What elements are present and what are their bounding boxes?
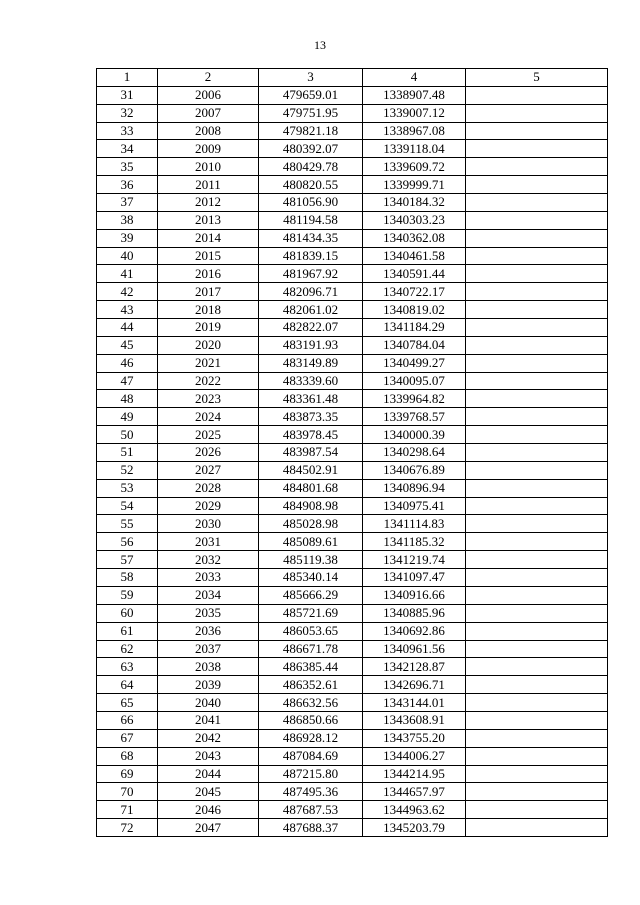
table-cell: 482822.07 xyxy=(259,319,363,337)
table-cell: 39 xyxy=(97,229,158,247)
table-cell: 480820.55 xyxy=(259,176,363,194)
table-cell: 1339007.12 xyxy=(363,104,466,122)
table-cell: 2036 xyxy=(158,622,259,640)
table-cell: 1340676.89 xyxy=(363,461,466,479)
table-cell: 2044 xyxy=(158,765,259,783)
table-cell: 1340975.41 xyxy=(363,497,466,515)
table-cell xyxy=(466,461,608,479)
table-cell: 31 xyxy=(97,86,158,104)
table-row xyxy=(97,140,608,158)
table-cell: 480429.78 xyxy=(259,158,363,176)
table-cell: 1344963.62 xyxy=(363,801,466,819)
table-cell: 61 xyxy=(97,622,158,640)
table-row xyxy=(97,390,608,408)
table-cell: 487215.80 xyxy=(259,765,363,783)
column-header: 4 xyxy=(363,69,466,87)
table-cell: 1344214.95 xyxy=(363,765,466,783)
table-cell: 55 xyxy=(97,515,158,533)
table-cell: 2034 xyxy=(158,586,259,604)
table-cell: 486352.61 xyxy=(259,676,363,694)
table-cell: 482061.02 xyxy=(259,301,363,319)
table-cell: 2026 xyxy=(158,444,259,462)
table-row xyxy=(97,122,608,140)
table-cell: 1342128.87 xyxy=(363,658,466,676)
table-cell: 2018 xyxy=(158,301,259,319)
table-cell xyxy=(466,765,608,783)
table-cell: 1342696.71 xyxy=(363,676,466,694)
table-body xyxy=(97,86,608,836)
table-row xyxy=(97,640,608,658)
table-row xyxy=(97,515,608,533)
table-cell: 487084.69 xyxy=(259,747,363,765)
table-cell xyxy=(466,604,608,622)
column-header: 5 xyxy=(466,69,608,87)
coordinates-table xyxy=(96,68,608,837)
table-cell: 43 xyxy=(97,301,158,319)
table-row xyxy=(97,801,608,819)
table-cell xyxy=(466,408,608,426)
table-cell: 484908.98 xyxy=(259,497,363,515)
table-cell xyxy=(466,586,608,604)
table-cell: 2040 xyxy=(158,694,259,712)
table-cell xyxy=(466,283,608,301)
table-cell: 44 xyxy=(97,319,158,337)
table-cell: 50 xyxy=(97,426,158,444)
table-cell: 485666.29 xyxy=(259,586,363,604)
table-row xyxy=(97,283,608,301)
table-cell: 487495.36 xyxy=(259,783,363,801)
table-cell: 482096.71 xyxy=(259,283,363,301)
table-cell: 486632.56 xyxy=(259,694,363,712)
table-cell: 2014 xyxy=(158,229,259,247)
table-cell: 1341185.32 xyxy=(363,533,466,551)
table-cell: 1339964.82 xyxy=(363,390,466,408)
table-cell: 485089.61 xyxy=(259,533,363,551)
table-cell: 2045 xyxy=(158,783,259,801)
table-row xyxy=(97,819,608,837)
table-row xyxy=(97,247,608,265)
table-cell: 479821.18 xyxy=(259,122,363,140)
table-cell: 486385.44 xyxy=(259,658,363,676)
table-row xyxy=(97,729,608,747)
table-cell: 72 xyxy=(97,819,158,837)
table-cell: 484801.68 xyxy=(259,479,363,497)
table-row xyxy=(97,354,608,372)
table-cell: 2027 xyxy=(158,461,259,479)
table-cell: 485028.98 xyxy=(259,515,363,533)
table-cell: 2047 xyxy=(158,819,259,837)
table-cell: 71 xyxy=(97,801,158,819)
table-cell: 1345203.79 xyxy=(363,819,466,837)
table-cell: 2028 xyxy=(158,479,259,497)
table-cell: 1340000.39 xyxy=(363,426,466,444)
column-header: 1 xyxy=(97,69,158,87)
table-cell: 1344657.97 xyxy=(363,783,466,801)
table-cell xyxy=(466,783,608,801)
table-row xyxy=(97,622,608,640)
table-row xyxy=(97,586,608,604)
table-cell xyxy=(466,694,608,712)
table-row xyxy=(97,301,608,319)
table-row xyxy=(97,479,608,497)
table-cell: 62 xyxy=(97,640,158,658)
table-cell: 483361.48 xyxy=(259,390,363,408)
table-row xyxy=(97,229,608,247)
table-cell: 41 xyxy=(97,265,158,283)
table-cell: 2033 xyxy=(158,569,259,587)
table-header-row xyxy=(97,69,608,87)
table-cell: 486053.65 xyxy=(259,622,363,640)
table-cell: 2006 xyxy=(158,86,259,104)
table-cell xyxy=(466,551,608,569)
table-cell: 33 xyxy=(97,122,158,140)
table-cell: 66 xyxy=(97,711,158,729)
table-cell: 2022 xyxy=(158,372,259,390)
table-cell: 2046 xyxy=(158,801,259,819)
table-cell xyxy=(466,301,608,319)
table-cell: 1340499.27 xyxy=(363,354,466,372)
table-row xyxy=(97,158,608,176)
table-cell: 483873.35 xyxy=(259,408,363,426)
table-cell: 47 xyxy=(97,372,158,390)
table-cell xyxy=(466,729,608,747)
table-cell: 1338907.48 xyxy=(363,86,466,104)
table-cell xyxy=(466,140,608,158)
table-row xyxy=(97,747,608,765)
table-cell: 486928.12 xyxy=(259,729,363,747)
table-cell: 1340819.02 xyxy=(363,301,466,319)
table-cell: 1343144.01 xyxy=(363,694,466,712)
table-cell: 483978.45 xyxy=(259,426,363,444)
table-cell xyxy=(466,372,608,390)
table-row xyxy=(97,551,608,569)
table-cell: 1340184.32 xyxy=(363,194,466,212)
table-cell xyxy=(466,158,608,176)
table-cell: 2025 xyxy=(158,426,259,444)
table-cell: 1340303.23 xyxy=(363,211,466,229)
table-cell: 53 xyxy=(97,479,158,497)
table-cell: 70 xyxy=(97,783,158,801)
table-cell: 1344006.27 xyxy=(363,747,466,765)
table-cell: 481967.92 xyxy=(259,265,363,283)
table-cell xyxy=(466,569,608,587)
table-cell xyxy=(466,354,608,372)
table-cell xyxy=(466,194,608,212)
table-cell xyxy=(466,426,608,444)
table-cell: 2011 xyxy=(158,176,259,194)
table-cell: 2015 xyxy=(158,247,259,265)
table-cell xyxy=(466,104,608,122)
table-cell: 483339.60 xyxy=(259,372,363,390)
table-row xyxy=(97,569,608,587)
table-cell: 2042 xyxy=(158,729,259,747)
table-cell xyxy=(466,122,608,140)
table-row xyxy=(97,408,608,426)
table-row xyxy=(97,497,608,515)
table-cell: 2019 xyxy=(158,319,259,337)
table-cell xyxy=(466,86,608,104)
table-cell: 1341184.29 xyxy=(363,319,466,337)
table-cell: 52 xyxy=(97,461,158,479)
table-cell: 1340961.56 xyxy=(363,640,466,658)
table-cell xyxy=(466,247,608,265)
table-cell: 35 xyxy=(97,158,158,176)
table-cell: 1339118.04 xyxy=(363,140,466,158)
table-cell: 1340095.07 xyxy=(363,372,466,390)
table-cell: 1343608.91 xyxy=(363,711,466,729)
table-cell: 483191.93 xyxy=(259,336,363,354)
table-row xyxy=(97,265,608,283)
table-cell: 2043 xyxy=(158,747,259,765)
table-cell: 2039 xyxy=(158,676,259,694)
table-cell xyxy=(466,515,608,533)
table-cell: 1340722.17 xyxy=(363,283,466,301)
table-cell xyxy=(466,479,608,497)
table-cell: 1340591.44 xyxy=(363,265,466,283)
table-cell: 2038 xyxy=(158,658,259,676)
table-cell: 483149.89 xyxy=(259,354,363,372)
table-cell: 1343755.20 xyxy=(363,729,466,747)
table-cell: 2020 xyxy=(158,336,259,354)
table-cell: 67 xyxy=(97,729,158,747)
table-cell: 2007 xyxy=(158,104,259,122)
table-cell: 1340461.58 xyxy=(363,247,466,265)
page-number: 13 xyxy=(314,38,326,52)
table-cell: 32 xyxy=(97,104,158,122)
table-cell xyxy=(466,819,608,837)
table-cell: 2008 xyxy=(158,122,259,140)
table-cell xyxy=(466,211,608,229)
table-cell xyxy=(466,533,608,551)
table-cell: 484502.91 xyxy=(259,461,363,479)
table-cell: 59 xyxy=(97,586,158,604)
table-cell: 46 xyxy=(97,354,158,372)
table-cell: 1341097.47 xyxy=(363,569,466,587)
table-row xyxy=(97,104,608,122)
table-cell: 481194.58 xyxy=(259,211,363,229)
table-cell: 2021 xyxy=(158,354,259,372)
table-cell: 34 xyxy=(97,140,158,158)
table-cell: 2035 xyxy=(158,604,259,622)
table-cell: 2023 xyxy=(158,390,259,408)
table-cell: 1339768.57 xyxy=(363,408,466,426)
table-cell: 1341114.83 xyxy=(363,515,466,533)
table-cell xyxy=(466,711,608,729)
table-row xyxy=(97,444,608,462)
table-cell: 54 xyxy=(97,497,158,515)
table-cell: 1340885.96 xyxy=(363,604,466,622)
table-cell: 40 xyxy=(97,247,158,265)
table-cell xyxy=(466,336,608,354)
table-cell: 69 xyxy=(97,765,158,783)
table-row xyxy=(97,319,608,337)
table-cell: 37 xyxy=(97,194,158,212)
table-row xyxy=(97,676,608,694)
table-row xyxy=(97,372,608,390)
table-cell: 49 xyxy=(97,408,158,426)
table-row xyxy=(97,426,608,444)
table-cell: 48 xyxy=(97,390,158,408)
table-cell: 1340916.66 xyxy=(363,586,466,604)
table-row xyxy=(97,211,608,229)
table-cell: 58 xyxy=(97,569,158,587)
table-cell: 2013 xyxy=(158,211,259,229)
table-cell: 483987.54 xyxy=(259,444,363,462)
table-cell xyxy=(466,176,608,194)
table-row xyxy=(97,604,608,622)
table-cell: 485340.14 xyxy=(259,569,363,587)
table-cell: 485721.69 xyxy=(259,604,363,622)
table-cell xyxy=(466,676,608,694)
table-cell: 1340692.86 xyxy=(363,622,466,640)
table-cell xyxy=(466,658,608,676)
table-cell: 1340896.94 xyxy=(363,479,466,497)
table-cell: 2012 xyxy=(158,194,259,212)
table-cell xyxy=(466,390,608,408)
table-cell: 2030 xyxy=(158,515,259,533)
table-cell xyxy=(466,801,608,819)
table-cell: 481839.15 xyxy=(259,247,363,265)
table-cell: 485119.38 xyxy=(259,551,363,569)
table-cell: 486850.66 xyxy=(259,711,363,729)
table-cell: 2016 xyxy=(158,265,259,283)
table-row xyxy=(97,783,608,801)
table-cell: 42 xyxy=(97,283,158,301)
table-cell xyxy=(466,640,608,658)
table-cell xyxy=(466,747,608,765)
table-cell: 1341219.74 xyxy=(363,551,466,569)
table-row xyxy=(97,711,608,729)
table-cell xyxy=(466,229,608,247)
table-row xyxy=(97,694,608,712)
table-cell: 36 xyxy=(97,176,158,194)
table-cell: 56 xyxy=(97,533,158,551)
table-cell: 2010 xyxy=(158,158,259,176)
table-cell: 65 xyxy=(97,694,158,712)
column-header: 2 xyxy=(158,69,259,87)
table-cell xyxy=(466,444,608,462)
table-cell: 481056.90 xyxy=(259,194,363,212)
table-cell: 479659.01 xyxy=(259,86,363,104)
table-row xyxy=(97,533,608,551)
table-cell: 2017 xyxy=(158,283,259,301)
table-cell: 57 xyxy=(97,551,158,569)
column-header: 3 xyxy=(259,69,363,87)
table-row xyxy=(97,765,608,783)
table-cell: 2037 xyxy=(158,640,259,658)
table-cell: 1338967.08 xyxy=(363,122,466,140)
table-row xyxy=(97,194,608,212)
table-cell xyxy=(466,622,608,640)
table-cell: 63 xyxy=(97,658,158,676)
table-row xyxy=(97,336,608,354)
table-cell: 60 xyxy=(97,604,158,622)
table-cell: 2032 xyxy=(158,551,259,569)
table-cell: 487688.37 xyxy=(259,819,363,837)
table-cell: 38 xyxy=(97,211,158,229)
table-cell: 1339999.71 xyxy=(363,176,466,194)
table-cell: 480392.07 xyxy=(259,140,363,158)
table-cell xyxy=(466,497,608,515)
table-cell: 51 xyxy=(97,444,158,462)
table-cell: 2009 xyxy=(158,140,259,158)
table-cell: 2041 xyxy=(158,711,259,729)
table-cell xyxy=(466,265,608,283)
table-cell: 1339609.72 xyxy=(363,158,466,176)
table-row xyxy=(97,176,608,194)
table-cell: 1340784.04 xyxy=(363,336,466,354)
table-cell xyxy=(466,319,608,337)
table-cell: 2031 xyxy=(158,533,259,551)
table-cell: 1340362.08 xyxy=(363,229,466,247)
table-cell: 2029 xyxy=(158,497,259,515)
table-cell: 1340298.64 xyxy=(363,444,466,462)
table-row xyxy=(97,86,608,104)
table-cell: 479751.95 xyxy=(259,104,363,122)
table-cell: 68 xyxy=(97,747,158,765)
table-cell: 486671.78 xyxy=(259,640,363,658)
table-cell: 2024 xyxy=(158,408,259,426)
table-cell: 487687.53 xyxy=(259,801,363,819)
table-row xyxy=(97,658,608,676)
table-cell: 481434.35 xyxy=(259,229,363,247)
table-cell: 64 xyxy=(97,676,158,694)
table-row xyxy=(97,461,608,479)
table-cell: 45 xyxy=(97,336,158,354)
